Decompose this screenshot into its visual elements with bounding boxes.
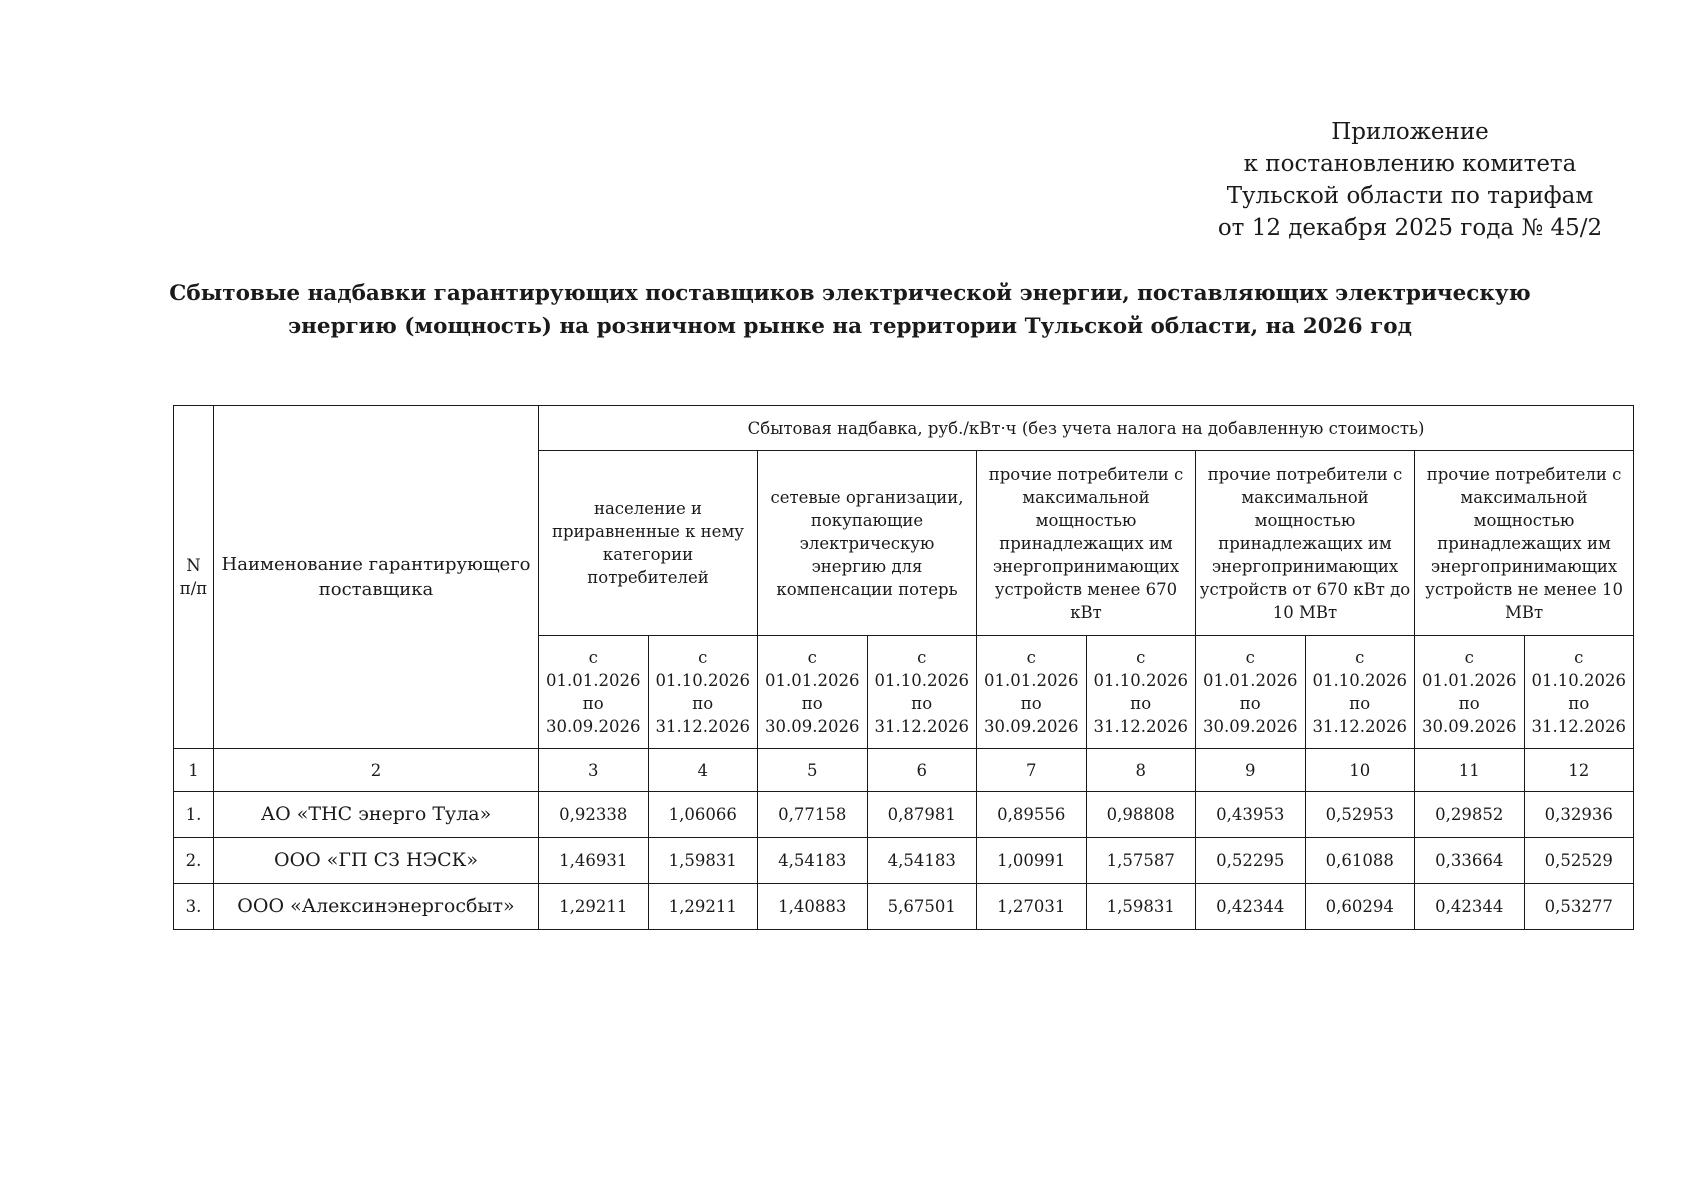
annex-title: Приложение [1331, 119, 1489, 145]
row-number: 2. [174, 838, 214, 884]
column-number: 11 [1415, 749, 1525, 792]
table-row [174, 792, 1634, 838]
value-cell: 1,59831 [648, 838, 758, 884]
header-category-under-670kw: прочие потребители с максимальной мощностью принадлежащих им энергопринимающих устройств менее 670 кВт [977, 451, 1196, 636]
header-category-network-orgs: сетевые организации, покупающие электрическую энергию для компенсации потерь [758, 451, 977, 636]
annex-line-3: Тульской области по тарифам [1226, 183, 1594, 209]
value-cell: 0,52529 [1524, 838, 1634, 884]
column-numbers-row [174, 749, 1634, 792]
column-number: 1 [174, 749, 214, 792]
header-period-1: с 01.01.2026 по 30.09.2026 [539, 636, 649, 749]
value-cell: 0,33664 [1415, 838, 1525, 884]
header-period-2: с 01.10.2026 по 31.12.2026 [1524, 636, 1634, 749]
value-cell: 0,42344 [1196, 884, 1306, 930]
value-cell: 5,67501 [867, 884, 977, 930]
header-row-1 [174, 406, 1634, 451]
table-row [174, 884, 1634, 930]
header-num: N п/п [174, 406, 214, 749]
row-number: 1. [174, 792, 214, 838]
value-cell: 1,06066 [648, 792, 758, 838]
supplier-name: ООО «ГП СЗ НЭСК» [214, 838, 539, 884]
tariff-table [173, 405, 1634, 930]
column-number: 6 [867, 749, 977, 792]
annex-line-4: от 12 декабря 2025 года № 45/2 [1217, 215, 1603, 241]
supplier-name: ООО «Алексинэнергосбыт» [214, 884, 539, 930]
column-number: 10 [1305, 749, 1415, 792]
value-cell: 0,52953 [1305, 792, 1415, 838]
column-number: 2 [214, 749, 539, 792]
header-category-670kw-10mw: прочие потребители с максимальной мощностью принадлежащих им энергопринимающих устройств от 670 кВт до 10 МВт [1196, 451, 1415, 636]
value-cell: 0,89556 [977, 792, 1087, 838]
header-period-2: с 01.10.2026 по 31.12.2026 [648, 636, 758, 749]
title-line-1: Сбытовые надбавки гарантирующих поставщиков электрической энергии, поставляющих электрическую [169, 281, 1531, 306]
value-cell: 1,27031 [977, 884, 1087, 930]
table-row [174, 838, 1634, 884]
row-number: 3. [174, 884, 214, 930]
header-period-2: с 01.10.2026 по 31.12.2026 [1086, 636, 1196, 749]
header-period-1: с 01.01.2026 по 30.09.2026 [758, 636, 868, 749]
column-number: 5 [758, 749, 868, 792]
column-number: 4 [648, 749, 758, 792]
value-cell: 1,29211 [648, 884, 758, 930]
header-period-1: с 01.01.2026 по 30.09.2026 [1415, 636, 1525, 749]
value-cell: 0,87981 [867, 792, 977, 838]
column-number: 8 [1086, 749, 1196, 792]
value-cell: 0,92338 [539, 792, 649, 838]
header-category-over-10mw: прочие потребители с максимальной мощностью принадлежащих им энергопринимающих устройств не менее 10 МВт [1415, 451, 1634, 636]
value-cell: 0,43953 [1196, 792, 1306, 838]
header-period-2: с 01.10.2026 по 31.12.2026 [1305, 636, 1415, 749]
value-cell: 1,40883 [758, 884, 868, 930]
header-period-1: с 01.01.2026 по 30.09.2026 [1196, 636, 1306, 749]
header-markup-group: Сбытовая надбавка, руб./кВт·ч (без учета налога на добавленную стоимость) [539, 406, 1634, 451]
column-number: 7 [977, 749, 1087, 792]
value-cell: 1,57587 [1086, 838, 1196, 884]
value-cell: 0,52295 [1196, 838, 1306, 884]
column-number: 12 [1524, 749, 1634, 792]
header-period-1: с 01.01.2026 по 30.09.2026 [977, 636, 1087, 749]
value-cell: 1,00991 [977, 838, 1087, 884]
value-cell: 4,54183 [758, 838, 868, 884]
value-cell: 1,59831 [1086, 884, 1196, 930]
value-cell: 4,54183 [867, 838, 977, 884]
column-number: 9 [1196, 749, 1306, 792]
value-cell: 1,29211 [539, 884, 649, 930]
value-cell: 1,46931 [539, 838, 649, 884]
value-cell: 0,61088 [1305, 838, 1415, 884]
value-cell: 0,60294 [1305, 884, 1415, 930]
value-cell: 0,29852 [1415, 792, 1525, 838]
value-cell: 0,32936 [1524, 792, 1634, 838]
header-category-population: население и приравненные к нему категории потребителей [539, 451, 758, 636]
title-line-2: энергию (мощность) на розничном рынке на территории Тульской области, на 2026 год [288, 314, 1412, 339]
value-cell: 0,98808 [1086, 792, 1196, 838]
header-period-2: с 01.10.2026 по 31.12.2026 [867, 636, 977, 749]
column-number: 3 [539, 749, 649, 792]
annex-block [1200, 116, 1620, 244]
annex-line-2: к постановлению комитета [1243, 151, 1577, 177]
header-supplier-name: Наименование гарантирующего поставщика [214, 406, 539, 749]
supplier-name: АО «ТНС энерго Тула» [214, 792, 539, 838]
value-cell: 0,53277 [1524, 884, 1634, 930]
document-title [150, 277, 1550, 343]
value-cell: 0,77158 [758, 792, 868, 838]
value-cell: 0,42344 [1415, 884, 1525, 930]
